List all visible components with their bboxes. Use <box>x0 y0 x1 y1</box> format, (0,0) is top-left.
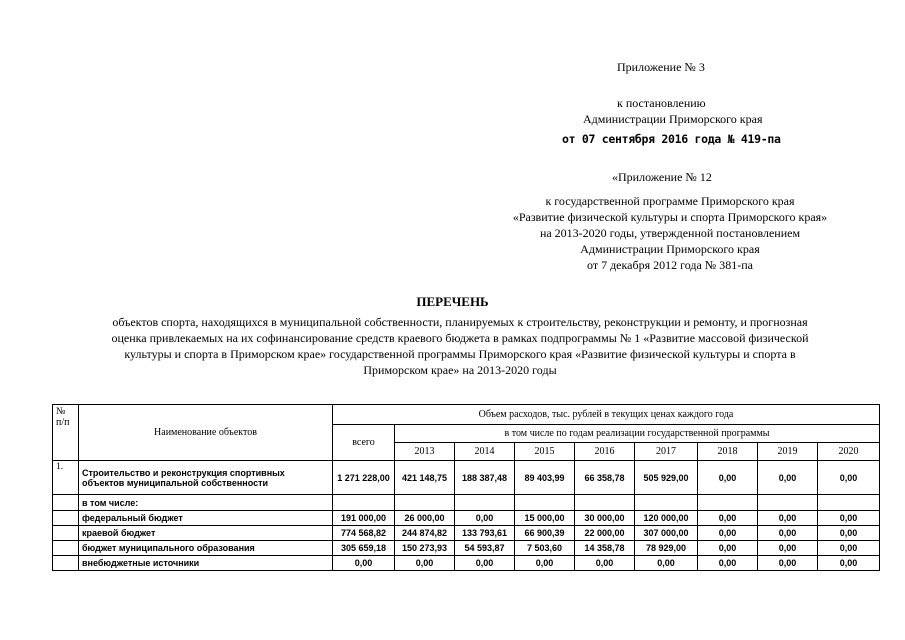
row-total-value: 0,00 <box>333 556 395 571</box>
row-year-value: 26 000,00 <box>395 511 455 526</box>
program-line-2: «Развитие физической культуры и спорта Приморского края» <box>512 210 828 224</box>
row-year-value <box>698 495 758 511</box>
year-header-2014: 2014 <box>455 443 515 461</box>
row-year-value <box>455 495 515 511</box>
table-row <box>53 556 880 571</box>
administration-label: Администрации Приморского края <box>583 112 763 126</box>
year-header-2020: 2020 <box>818 443 880 461</box>
row-year-value: 0,00 <box>455 556 515 571</box>
table-row <box>53 461 880 495</box>
row-year-value: 66 900,39 <box>515 526 575 541</box>
row-year-value: 0,00 <box>818 556 880 571</box>
program-line-5: от 7 декабря 2012 года № 381-па <box>586 258 754 272</box>
row-year-value: 0,00 <box>698 526 758 541</box>
expenses-table <box>52 404 880 571</box>
row-total-value: 774 568,82 <box>333 526 395 541</box>
row-year-value: 0,00 <box>635 556 698 571</box>
row-year-value: 89 403,99 <box>515 461 575 495</box>
row-total-value: 305 659,18 <box>333 541 395 556</box>
row-year-value: 0,00 <box>515 556 575 571</box>
row-year-value: 0,00 <box>758 526 818 541</box>
col-header-by-years: в том числе по годам реализации государственной программы <box>395 425 880 443</box>
appendix-3-label: Приложение № 3 <box>617 60 705 74</box>
row-name: федеральный бюджет <box>79 511 333 526</box>
document-subtitle <box>40 314 880 378</box>
col-header-total: всего <box>333 425 395 461</box>
year-header-2013: 2013 <box>395 443 455 461</box>
year-header-2016: 2016 <box>575 443 635 461</box>
row-year-value: 0,00 <box>758 511 818 526</box>
row-total-value: 191 000,00 <box>333 511 395 526</box>
row-year-value: 0,00 <box>758 461 818 495</box>
row-year-value: 0,00 <box>818 541 880 556</box>
row-year-value: 188 387,48 <box>455 461 515 495</box>
appendix-12-label: «Приложение № 12 <box>612 170 712 184</box>
row-year-value <box>818 495 880 511</box>
row-year-value: 7 503,60 <box>515 541 575 556</box>
row-name: в том числе: <box>79 495 333 511</box>
table-row <box>53 511 880 526</box>
row-year-value: 0,00 <box>455 511 515 526</box>
col-header-volume: Объем расходов, тыс. рублей в текущих ценах каждого года <box>333 405 880 425</box>
row-year-value <box>575 495 635 511</box>
table-row <box>53 495 880 511</box>
row-year-value: 78 929,00 <box>635 541 698 556</box>
row-year-value: 307 000,00 <box>635 526 698 541</box>
year-header-2015: 2015 <box>515 443 575 461</box>
row-year-value: 66 358,78 <box>575 461 635 495</box>
row-year-value: 22 000,00 <box>575 526 635 541</box>
row-year-value <box>515 495 575 511</box>
row-year-value <box>758 495 818 511</box>
row-year-value: 150 273,93 <box>395 541 455 556</box>
col-header-name: Наименование объектов <box>79 405 333 461</box>
row-year-value: 0,00 <box>758 556 818 571</box>
program-line-1: к государственной программе Приморского края <box>545 194 795 208</box>
row-year-value: 0,00 <box>818 526 880 541</box>
row-name: Строительство и реконструкция спортивных объектов муниципальной собственности <box>79 461 333 495</box>
row-number: 1. <box>53 461 79 495</box>
row-year-value: 505 929,00 <box>635 461 698 495</box>
subtitle-line-4: Приморском крае» на 2013-2020 годы <box>363 363 557 377</box>
year-header-2017: 2017 <box>635 443 698 461</box>
row-year-value: 0,00 <box>698 556 758 571</box>
row-number <box>53 511 79 526</box>
program-line-4: Администрации Приморского края <box>580 242 760 256</box>
document-title: ПЕРЕЧЕНЬ <box>416 294 489 309</box>
row-year-value <box>395 495 455 511</box>
row-number <box>53 541 79 556</box>
row-year-value: 30 000,00 <box>575 511 635 526</box>
col-header-number: № п/п <box>53 405 79 461</box>
subtitle-line-2: оценка привлекаемых на их софинансирование средств краевого бюджета в рамках подпрограммы № 1 «Развитие массовой физической <box>111 331 809 345</box>
row-year-value: 0,00 <box>818 461 880 495</box>
row-year-value: 54 593,87 <box>455 541 515 556</box>
year-header-2019: 2019 <box>758 443 818 461</box>
row-number <box>53 495 79 511</box>
row-number <box>53 526 79 541</box>
row-year-value: 0,00 <box>698 461 758 495</box>
row-number <box>53 556 79 571</box>
table-row <box>53 526 880 541</box>
row-year-value: 0,00 <box>575 556 635 571</box>
row-year-value: 0,00 <box>395 556 455 571</box>
row-year-value: 244 874,82 <box>395 526 455 541</box>
subtitle-line-3: культуры и спорта в Приморском крае» государственной программы Приморского края «Развитие физической культуры и спорта в <box>124 347 796 361</box>
row-year-value: 0,00 <box>698 541 758 556</box>
row-year-value: 133 793,61 <box>455 526 515 541</box>
row-year-value: 14 358,78 <box>575 541 635 556</box>
row-year-value: 0,00 <box>758 541 818 556</box>
row-total-value <box>333 495 395 511</box>
row-name: краевой бюджет <box>79 526 333 541</box>
row-total-value: 1 271 228,00 <box>333 461 395 495</box>
row-year-value: 0,00 <box>698 511 758 526</box>
year-header-2018: 2018 <box>698 443 758 461</box>
row-year-value <box>635 495 698 511</box>
row-name: бюджет муниципального образования <box>79 541 333 556</box>
row-year-value: 120 000,00 <box>635 511 698 526</box>
subtitle-line-1: объектов спорта, находящихся в муниципальной собственности, планируемых к строительству, реконструкции и ремонту, и прогнозная <box>112 315 808 329</box>
program-line-3: на 2013-2020 годы, утвержденной постановлением <box>539 226 801 240</box>
row-year-value: 15 000,00 <box>515 511 575 526</box>
row-name: внебюджетные источники <box>79 556 333 571</box>
table-row <box>53 541 880 556</box>
to-decree-label: к постановлению <box>617 96 706 110</box>
row-year-value: 421 148,75 <box>395 461 455 495</box>
row-year-value: 0,00 <box>818 511 880 526</box>
decree-date-stamp: от 07 сентября 2016 года № 419-па <box>562 132 781 146</box>
